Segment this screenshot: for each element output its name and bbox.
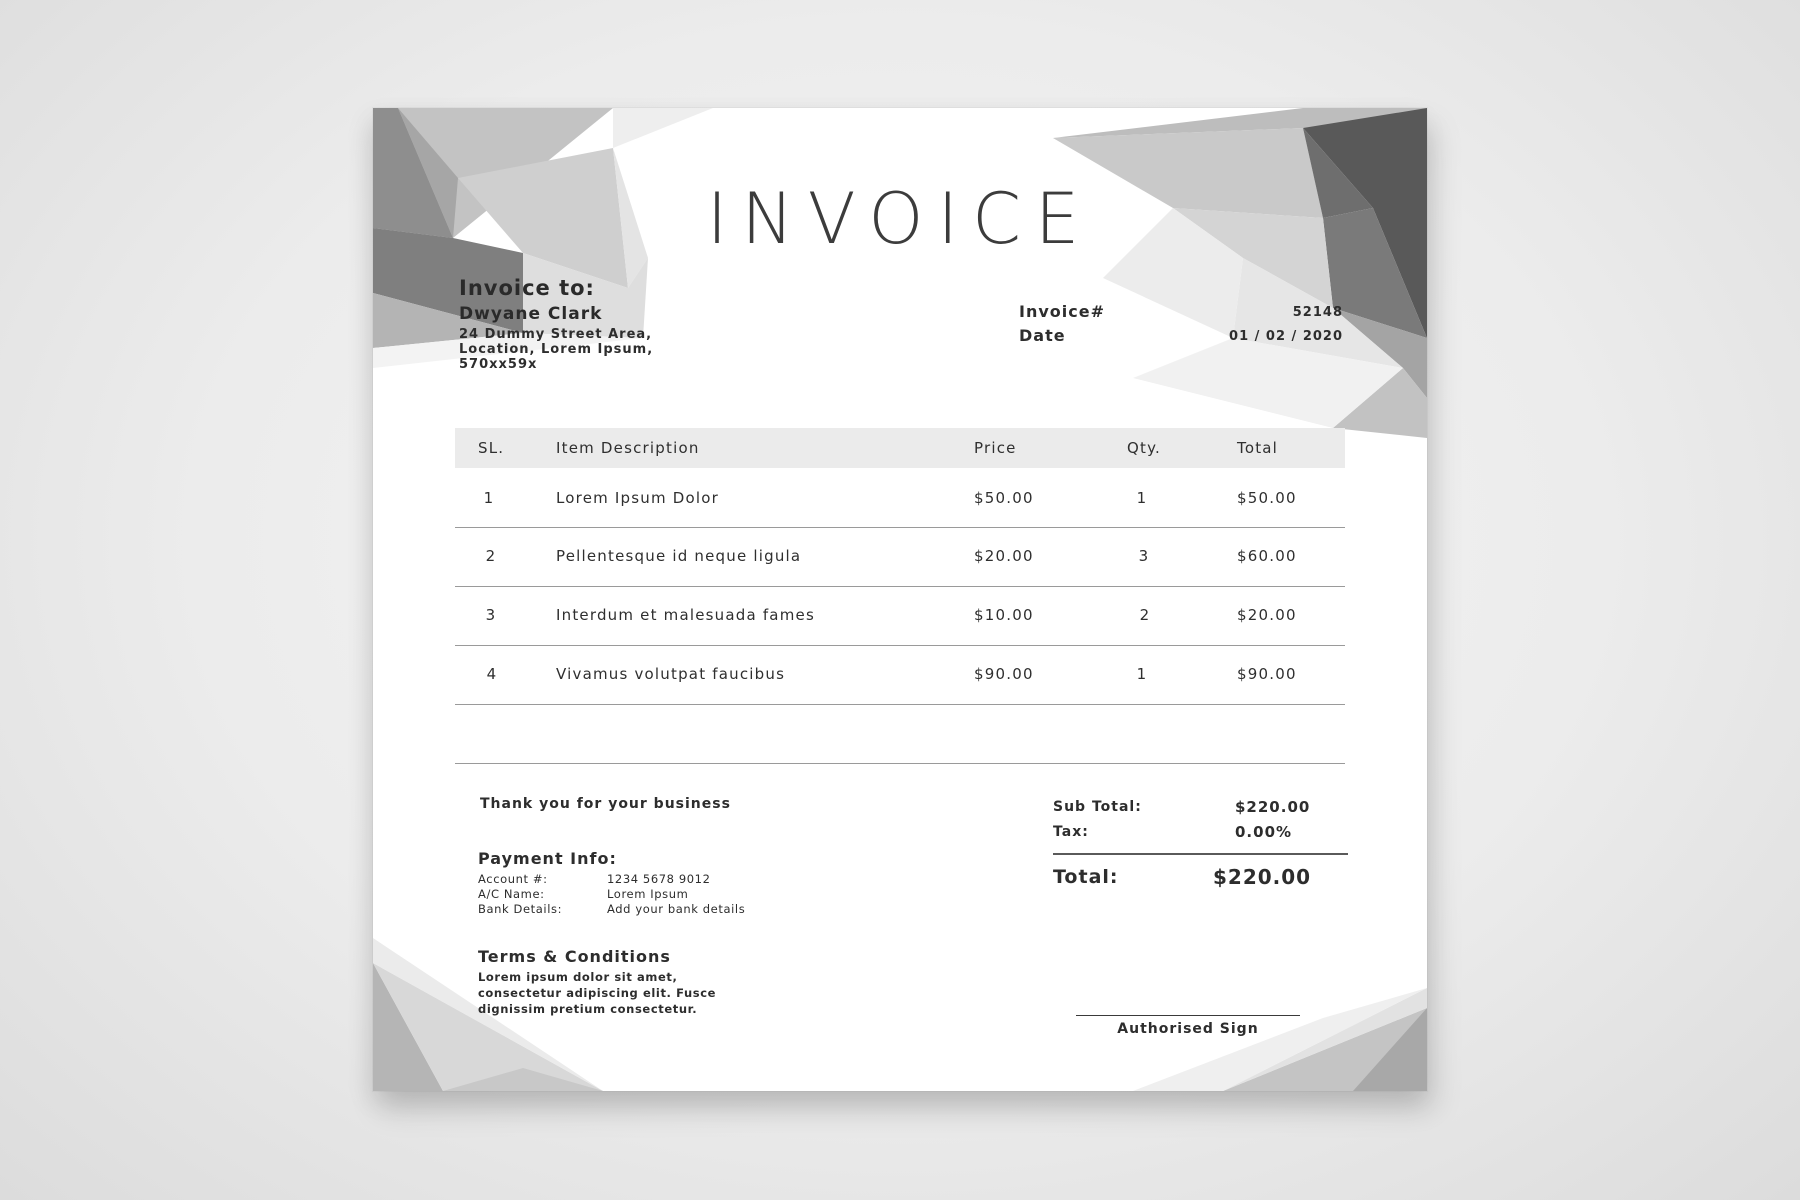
date-value: 01 / 02 / 2020 [1229,329,1343,344]
row-qty: 3 [1138,547,1150,565]
subtotal-label: Sub Total: [1053,799,1142,815]
signature-line [1076,1015,1300,1016]
row-divider [455,704,1345,705]
row-price: $90.00 [974,665,1034,683]
invoice-title: INVOICE [706,178,1094,260]
invoice-to-heading: Invoice to: [459,276,595,300]
header-qty: Qty. [1127,439,1161,457]
header-sl: SL. [478,439,505,457]
bank-details-label: Bank Details: [478,902,563,916]
total-label: Total: [1053,866,1119,888]
row-total: $20.00 [1237,606,1297,624]
row-description: Vivamus volutpat faucibus [556,665,786,683]
row-description: Lorem Ipsum Dolor [556,489,720,507]
header-description: Item Description [556,439,700,457]
row-qty: 1 [1136,665,1148,683]
header-price: Price [974,439,1017,457]
row-sl: 1 [483,489,495,507]
address-line-2: Location, Lorem Ipsum, [459,342,654,357]
tax-value: 0.00% [1235,823,1293,841]
row-sl: 3 [485,606,497,624]
row-total: $50.00 [1237,489,1297,507]
header-total: Total [1237,439,1279,457]
address-line-1: 24 Dummy Street Area, [459,327,653,342]
bank-details-value: Add your bank details [607,902,746,916]
date-label: Date [1019,326,1066,345]
row-divider [455,527,1345,528]
row-description: Pellentesque id neque ligula [556,547,802,565]
invoice-number-label: Invoice# [1019,302,1105,321]
row-sl: 2 [485,547,497,565]
invoice-number-value: 52148 [1292,305,1343,320]
row-divider [455,586,1345,587]
row-divider [455,645,1345,646]
ac-name-value: Lorem Ipsum [607,887,689,901]
payment-info-heading: Payment Info: [478,849,617,868]
row-qty: 2 [1139,606,1151,624]
totals-divider [1053,853,1348,855]
terms-line-3: dignissim pretium consectetur. [478,1002,698,1016]
terms-heading: Terms & Conditions [478,947,671,966]
invoice-sheet [373,108,1427,1091]
row-total: $90.00 [1237,665,1297,683]
row-price: $50.00 [974,489,1034,507]
account-value: 1234 5678 9012 [607,872,711,886]
row-price: $20.00 [974,547,1034,565]
ac-name-label: A/C Name: [478,887,545,901]
client-name: Dwyane Clark [459,304,603,324]
row-description: Interdum et malesuada fames [556,606,815,624]
row-price: $10.00 [974,606,1034,624]
address-line-3: 570xx59x [459,357,538,372]
subtotal-value: $220.00 [1235,798,1311,816]
account-label: Account #: [478,872,548,886]
row-qty: 1 [1136,489,1148,507]
thank-you-note: Thank you for your business [480,796,731,812]
table-end-divider [455,763,1345,764]
tax-label: Tax: [1053,824,1089,840]
terms-line-2: consectetur adipiscing elit. Fusce [478,986,717,1000]
row-total: $60.00 [1237,547,1297,565]
total-value: $220.00 [1213,865,1312,889]
row-sl: 4 [486,665,498,683]
authorised-sign-label: Authorised Sign [1117,1021,1259,1037]
terms-line-1: Lorem ipsum dolor sit amet, [478,970,678,984]
